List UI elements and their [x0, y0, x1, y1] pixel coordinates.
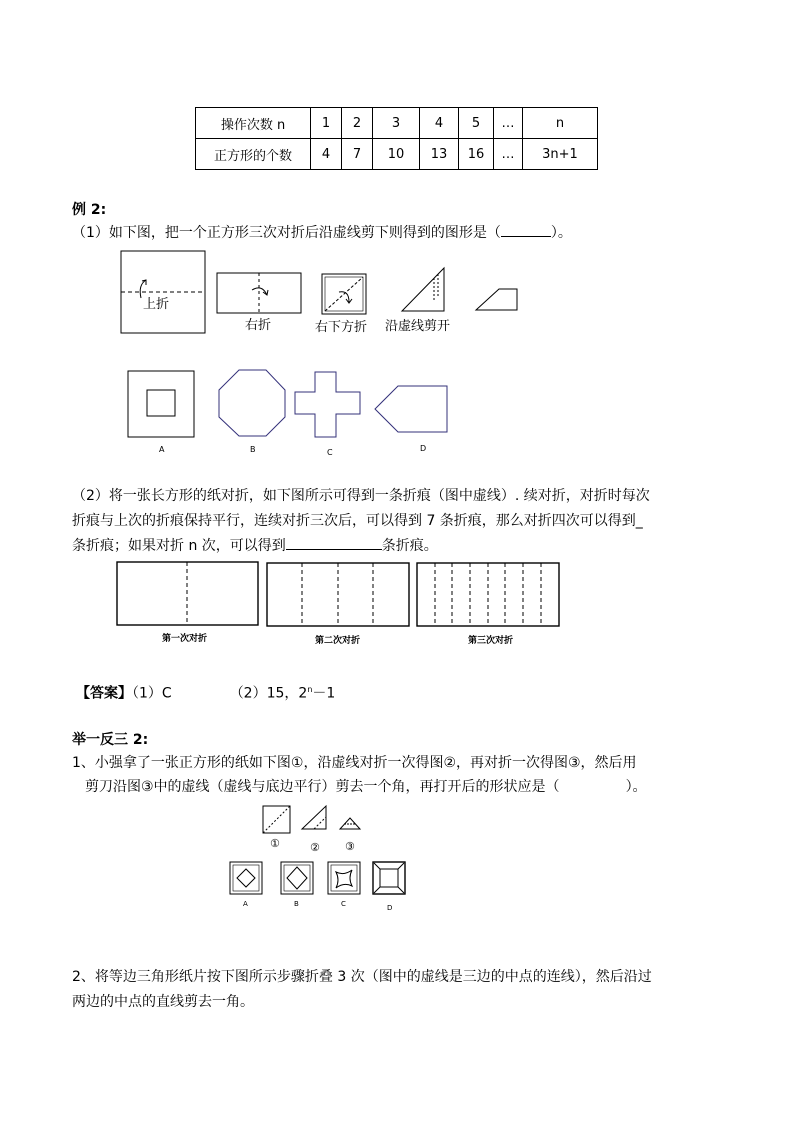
option-label: D [387, 904, 393, 912]
option-label: A [159, 445, 165, 454]
table-cell: 3n+1 [523, 139, 598, 170]
fold-line [314, 817, 326, 829]
practice-heading: 举一反三 2: [72, 732, 149, 748]
example2-question2-line2: 折痕与上次的折痕保持平行，连续对折三次后，可以得到 7 条折痕，那么对折四次可以得到_ [72, 513, 643, 529]
table-cell: 10 [373, 139, 420, 170]
example2-heading: 例 2: [72, 202, 107, 218]
option-d-inner-square [380, 869, 398, 887]
fold-caption: 第二次对折 [315, 636, 361, 646]
table-cell: n [523, 108, 598, 139]
option-a-shape [230, 862, 262, 894]
answer-label: 【答案】 [76, 685, 132, 702]
fold-caption: 第三次对折 [468, 636, 514, 646]
option-label: B [250, 445, 256, 454]
option-label: B [294, 900, 299, 908]
question-text: 剪刀沿图③中的虚线（虚线与底边平行）剪去一个角，再打开后的形状应是（ [85, 779, 560, 795]
formula-tail: －1 [312, 685, 336, 702]
option-label: D [420, 444, 427, 453]
option-b-inner [284, 865, 310, 891]
option-label: C [327, 448, 333, 457]
table-cell: … [494, 139, 523, 170]
question-text-end: 条折痕。 [381, 538, 438, 554]
option-a-diamond [237, 869, 255, 887]
option-label: C [341, 900, 346, 908]
table-cell: 1 [311, 108, 342, 139]
table-cell: 操作次数 n [196, 108, 311, 139]
fold-label: 右下方折 [315, 320, 368, 335]
corner-line [374, 887, 380, 893]
question-text-end: ）。 [625, 779, 647, 795]
step-label: ① [270, 837, 280, 850]
formula-base: 2 [298, 685, 308, 702]
table-cell: 4 [420, 108, 459, 139]
corner-line [374, 863, 380, 869]
option-label: A [243, 900, 248, 908]
option-c-shape [328, 862, 360, 894]
table-cell: 2 [342, 108, 373, 139]
example2-question2-line1: （2）将一张长方形的纸对折，如下图所示可得到一条折痕（图中虚线）. 续对折，对折时每次 [72, 488, 650, 504]
fold-label: 上折 [143, 297, 170, 312]
practice-question1-line1: 1、小强拿了一张正方形的纸如下图①，沿虚线对折一次得图②，再对折一次得图③，然后用 [72, 755, 637, 771]
table-cell: 16 [459, 139, 494, 170]
answer-part1: （1）C [132, 685, 172, 702]
question-text-end: ）。 [550, 225, 572, 241]
fold-label: 右折 [245, 318, 272, 333]
table-cell: 7 [342, 139, 373, 170]
fold-caption: 第一次对折 [162, 634, 208, 644]
table-cell: 3 [373, 108, 420, 139]
corner-line [398, 863, 404, 869]
option-c-curved-shape [336, 870, 352, 888]
table-cell: 5 [459, 108, 494, 139]
step-label: ③ [345, 840, 355, 853]
table-cell: 4 [311, 139, 342, 170]
question-text: 条折痕；如果对折 n 次，可以得到 [72, 538, 286, 554]
table-cell: 13 [420, 139, 459, 170]
practice-question2-line1: 2、将等边三角形纸片按下图所示步骤折叠 3 次（图中的虚线是三边的中点的连线），然后沿过 [72, 969, 652, 985]
table-cell: 正方形的个数 [196, 139, 311, 170]
answer-part2: （2）15， [229, 685, 299, 702]
corner-line [398, 887, 404, 893]
table-cell: … [494, 108, 523, 139]
step2-triangle [302, 806, 326, 829]
practice-question2-line2: 两边的中点的直线剪去一角。 [72, 994, 254, 1010]
step-label: ② [310, 841, 320, 854]
option-b-diamond [287, 867, 307, 889]
fold-line [263, 806, 290, 833]
question-text: （1）如下图，把一个正方形三次对折后沿虚线剪下则得到的图形是（ [72, 225, 501, 241]
fold-label: 沿虚线剪开 [385, 319, 451, 334]
formula-exponent: n [307, 685, 313, 694]
